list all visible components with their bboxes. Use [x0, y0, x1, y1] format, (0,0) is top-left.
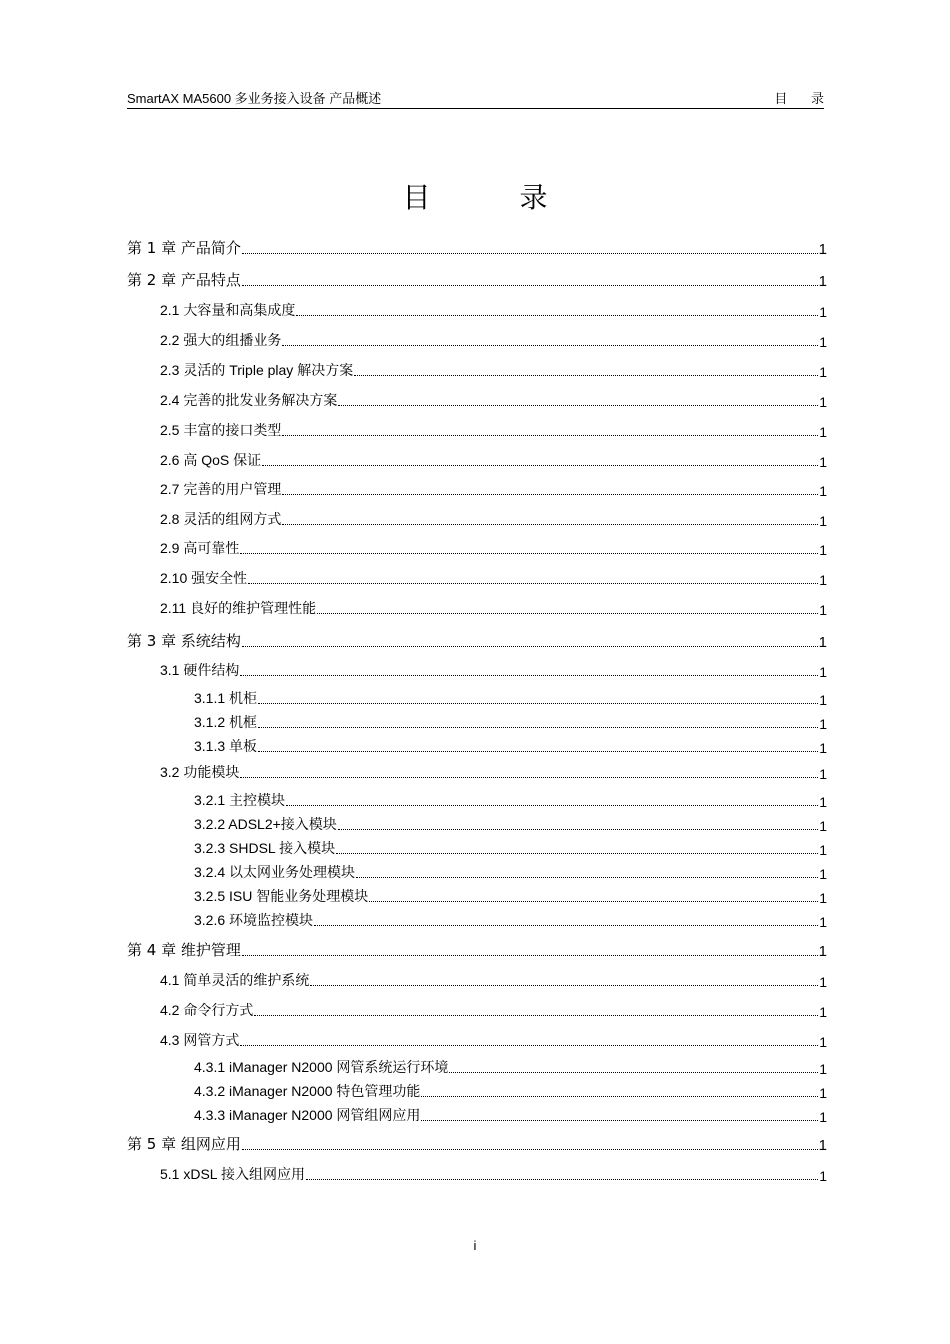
toc-entry[interactable] — [160, 507, 827, 529]
toc-entry-label: 2.6 高 QoS 保证 — [160, 452, 262, 468]
toc-dot-leader — [421, 1095, 818, 1097]
toc-entry-label: 3.1 硬件结构 — [160, 662, 240, 678]
toc-entry[interactable] — [160, 418, 827, 440]
toc-entry-label: 第 2 章 产品特点 — [127, 271, 241, 289]
toc-entry[interactable] — [160, 566, 827, 588]
toc-entry[interactable] — [194, 788, 827, 810]
toc-entry-page: 1 — [819, 424, 827, 440]
toc-entry[interactable] — [160, 968, 827, 990]
toc-entry[interactable] — [127, 236, 827, 258]
toc-entry-label: 2.2 强大的组播业务 — [160, 332, 282, 348]
toc-entry-page: 1 — [819, 974, 827, 990]
toc-entry-page: 1 — [819, 542, 827, 558]
toc-entry[interactable] — [160, 658, 827, 680]
toc-dot-leader — [242, 252, 818, 254]
toc-entry-label: 第 5 章 组网应用 — [127, 1135, 241, 1153]
toc-entry-page: 1 — [819, 1085, 827, 1101]
toc-dot-leader — [282, 523, 818, 525]
toc-entry[interactable] — [194, 734, 827, 756]
toc-entry-page: 1 — [818, 1137, 827, 1154]
toc-entry-page: 1 — [819, 513, 827, 529]
toc-dot-leader — [282, 434, 818, 436]
toc-entry-label: 第 1 章 产品简介 — [127, 239, 241, 257]
toc-dot-leader — [338, 828, 818, 830]
toc-entry-label: 4.3.2 iManager N2000 特色管理功能 — [194, 1083, 421, 1099]
toc-entry-label: 4.3.3 iManager N2000 网管组网应用 — [194, 1107, 421, 1123]
toc-entry[interactable] — [160, 1162, 827, 1184]
toc-dot-leader — [296, 314, 818, 316]
toc-entry-label: 2.9 高可靠性 — [160, 540, 240, 556]
toc-entry-page: 1 — [819, 1004, 827, 1020]
toc-entry-page: 1 — [818, 943, 827, 960]
toc-dot-leader — [421, 1119, 818, 1121]
toc-entry-label: 2.3 灵活的 Triple play 解决方案 — [160, 362, 354, 378]
toc-entry-label: 2.4 完善的批发业务解决方案 — [160, 392, 338, 408]
toc-dot-leader — [242, 645, 818, 647]
toc-entry[interactable] — [160, 998, 827, 1020]
toc-entry-label: 3.1.2 机框 — [194, 714, 258, 730]
toc-entry-page: 1 — [819, 794, 827, 810]
toc-entry-page: 1 — [819, 334, 827, 350]
toc-entry-page: 1 — [819, 818, 827, 834]
toc-dot-leader — [262, 464, 818, 466]
toc-entry-page: 1 — [819, 572, 827, 588]
toc-entry-label: 2.11 良好的维护管理性能 — [160, 600, 317, 616]
toc-entry-label: 2.10 强安全性 — [160, 570, 248, 586]
toc-entry-label: 3.2.6 环境监控模块 — [194, 912, 314, 928]
page-title: 目 录 — [402, 181, 588, 214]
toc-dot-leader — [286, 804, 818, 806]
toc-entry[interactable] — [194, 908, 827, 930]
toc-entry-page: 1 — [818, 273, 827, 290]
toc-dot-leader — [354, 374, 818, 376]
toc-entry-page: 1 — [819, 842, 827, 858]
toc-entry[interactable] — [127, 938, 827, 960]
toc-entry-page: 1 — [819, 483, 827, 499]
toc-entry-page: 1 — [818, 634, 827, 651]
header-document-title: SmartAX MA5600 多业务接入设备 产品概述 — [127, 91, 382, 106]
toc-entry[interactable] — [160, 760, 827, 782]
toc-entry-label: 4.3 网管方式 — [160, 1032, 240, 1048]
toc-dot-leader — [258, 750, 818, 752]
toc-entry-page: 1 — [819, 1168, 827, 1184]
toc-entry[interactable] — [127, 1132, 827, 1154]
toc-entry[interactable] — [160, 358, 827, 380]
toc-entry-page: 1 — [819, 1061, 827, 1077]
toc-entry-page: 1 — [819, 914, 827, 930]
toc-entry-page: 1 — [819, 740, 827, 756]
toc-entry[interactable] — [194, 710, 827, 732]
toc-dot-leader — [310, 984, 818, 986]
toc-entry[interactable] — [194, 884, 827, 906]
toc-entry-label: 3.1.3 单板 — [194, 738, 258, 754]
toc-entry-label: 4.2 命令行方式 — [160, 1002, 254, 1018]
toc-entry-page: 1 — [819, 454, 827, 470]
toc-dot-leader — [240, 552, 818, 554]
toc-entry[interactable] — [194, 836, 827, 858]
toc-entry[interactable] — [127, 629, 827, 651]
toc-entry-page: 1 — [819, 766, 827, 782]
toc-entry[interactable] — [160, 596, 827, 618]
toc-dot-leader — [242, 954, 818, 956]
toc-dot-leader — [306, 1178, 818, 1180]
toc-entry-label: 第 4 章 维护管理 — [127, 941, 241, 959]
header-section-title: 目 录 — [774, 91, 834, 106]
toc-entry-label: 3.2.3 SHDSL 接入模块 — [194, 840, 336, 856]
toc-entry-label: 第 3 章 系统结构 — [127, 632, 241, 650]
toc-dot-leader — [282, 344, 818, 346]
toc-entry[interactable] — [160, 448, 827, 470]
toc-entry-page: 1 — [819, 716, 827, 732]
toc-dot-leader — [242, 284, 818, 286]
toc-dot-leader — [258, 726, 818, 728]
toc-dot-leader — [369, 900, 818, 902]
toc-entry[interactable] — [160, 388, 827, 410]
toc-entry-label: 5.1 xDSL 接入组网应用 — [160, 1166, 305, 1182]
toc-entry-label: 3.2.2 ADSL2+接入模块 — [194, 816, 337, 832]
toc-dot-leader — [254, 1014, 818, 1016]
toc-dot-leader — [317, 612, 818, 614]
toc-entry-page: 1 — [819, 890, 827, 906]
toc-dot-leader — [338, 404, 818, 406]
toc-entry-label: 4.3.1 iManager N2000 网管系统运行环境 — [194, 1059, 449, 1075]
toc-entry-page: 1 — [819, 602, 827, 618]
toc-entry-label: 2.8 灵活的组网方式 — [160, 511, 282, 527]
toc-dot-leader — [356, 876, 818, 878]
toc-dot-leader — [336, 852, 818, 854]
toc-entry-label: 3.2.5 ISU 智能业务处理模块 — [194, 888, 369, 904]
toc-entry-label: 2.5 丰富的接口类型 — [160, 422, 282, 438]
toc-entry[interactable] — [160, 1028, 827, 1050]
toc-entry-page: 1 — [819, 1109, 827, 1125]
toc-dot-leader — [449, 1071, 818, 1073]
toc-entry-page: 1 — [819, 304, 827, 320]
toc-entry[interactable] — [127, 268, 827, 290]
toc-dot-leader — [240, 776, 818, 778]
toc-entry-page: 1 — [819, 364, 827, 380]
toc-entry-label: 3.2 功能模块 — [160, 764, 240, 780]
toc-entry-label: 2.7 完善的用户管理 — [160, 481, 282, 497]
toc-dot-leader — [242, 1148, 818, 1150]
toc-entry-page: 1 — [819, 866, 827, 882]
toc-entry-page: 1 — [819, 394, 827, 410]
toc-entry-label: 2.1 大容量和高集成度 — [160, 302, 296, 318]
toc-entry-page: 1 — [819, 692, 827, 708]
toc-entry[interactable] — [160, 536, 827, 558]
toc-entry-label: 4.1 简单灵活的维护系统 — [160, 972, 310, 988]
toc-entry[interactable] — [194, 1055, 827, 1077]
toc-entry-page: 1 — [819, 664, 827, 680]
toc-dot-leader — [258, 702, 818, 704]
page-header — [127, 90, 834, 109]
toc-entry[interactable] — [160, 298, 827, 320]
toc-dot-leader — [240, 1044, 818, 1046]
toc-dot-leader — [240, 674, 818, 676]
toc-entry[interactable] — [194, 1079, 827, 1101]
toc-entry[interactable] — [194, 686, 827, 708]
toc-dot-leader — [314, 924, 818, 926]
toc-entry[interactable] — [160, 477, 827, 499]
toc-dot-leader — [282, 493, 818, 495]
toc-entry-label: 3.2.4 以太网业务处理模块 — [194, 864, 356, 880]
toc-entry[interactable] — [194, 1103, 827, 1125]
toc-entry-page: 1 — [819, 1034, 827, 1050]
toc-entry-page: 1 — [818, 241, 827, 258]
page-number: i — [473, 1238, 477, 1253]
toc-entry[interactable] — [194, 812, 827, 834]
toc-entry-label: 3.2.1 主控模块 — [194, 792, 286, 808]
toc-entry-label: 3.1.1 机柜 — [194, 690, 258, 706]
toc-dot-leader — [248, 582, 818, 584]
toc-entry[interactable] — [160, 328, 827, 350]
toc-entry[interactable] — [194, 860, 827, 882]
